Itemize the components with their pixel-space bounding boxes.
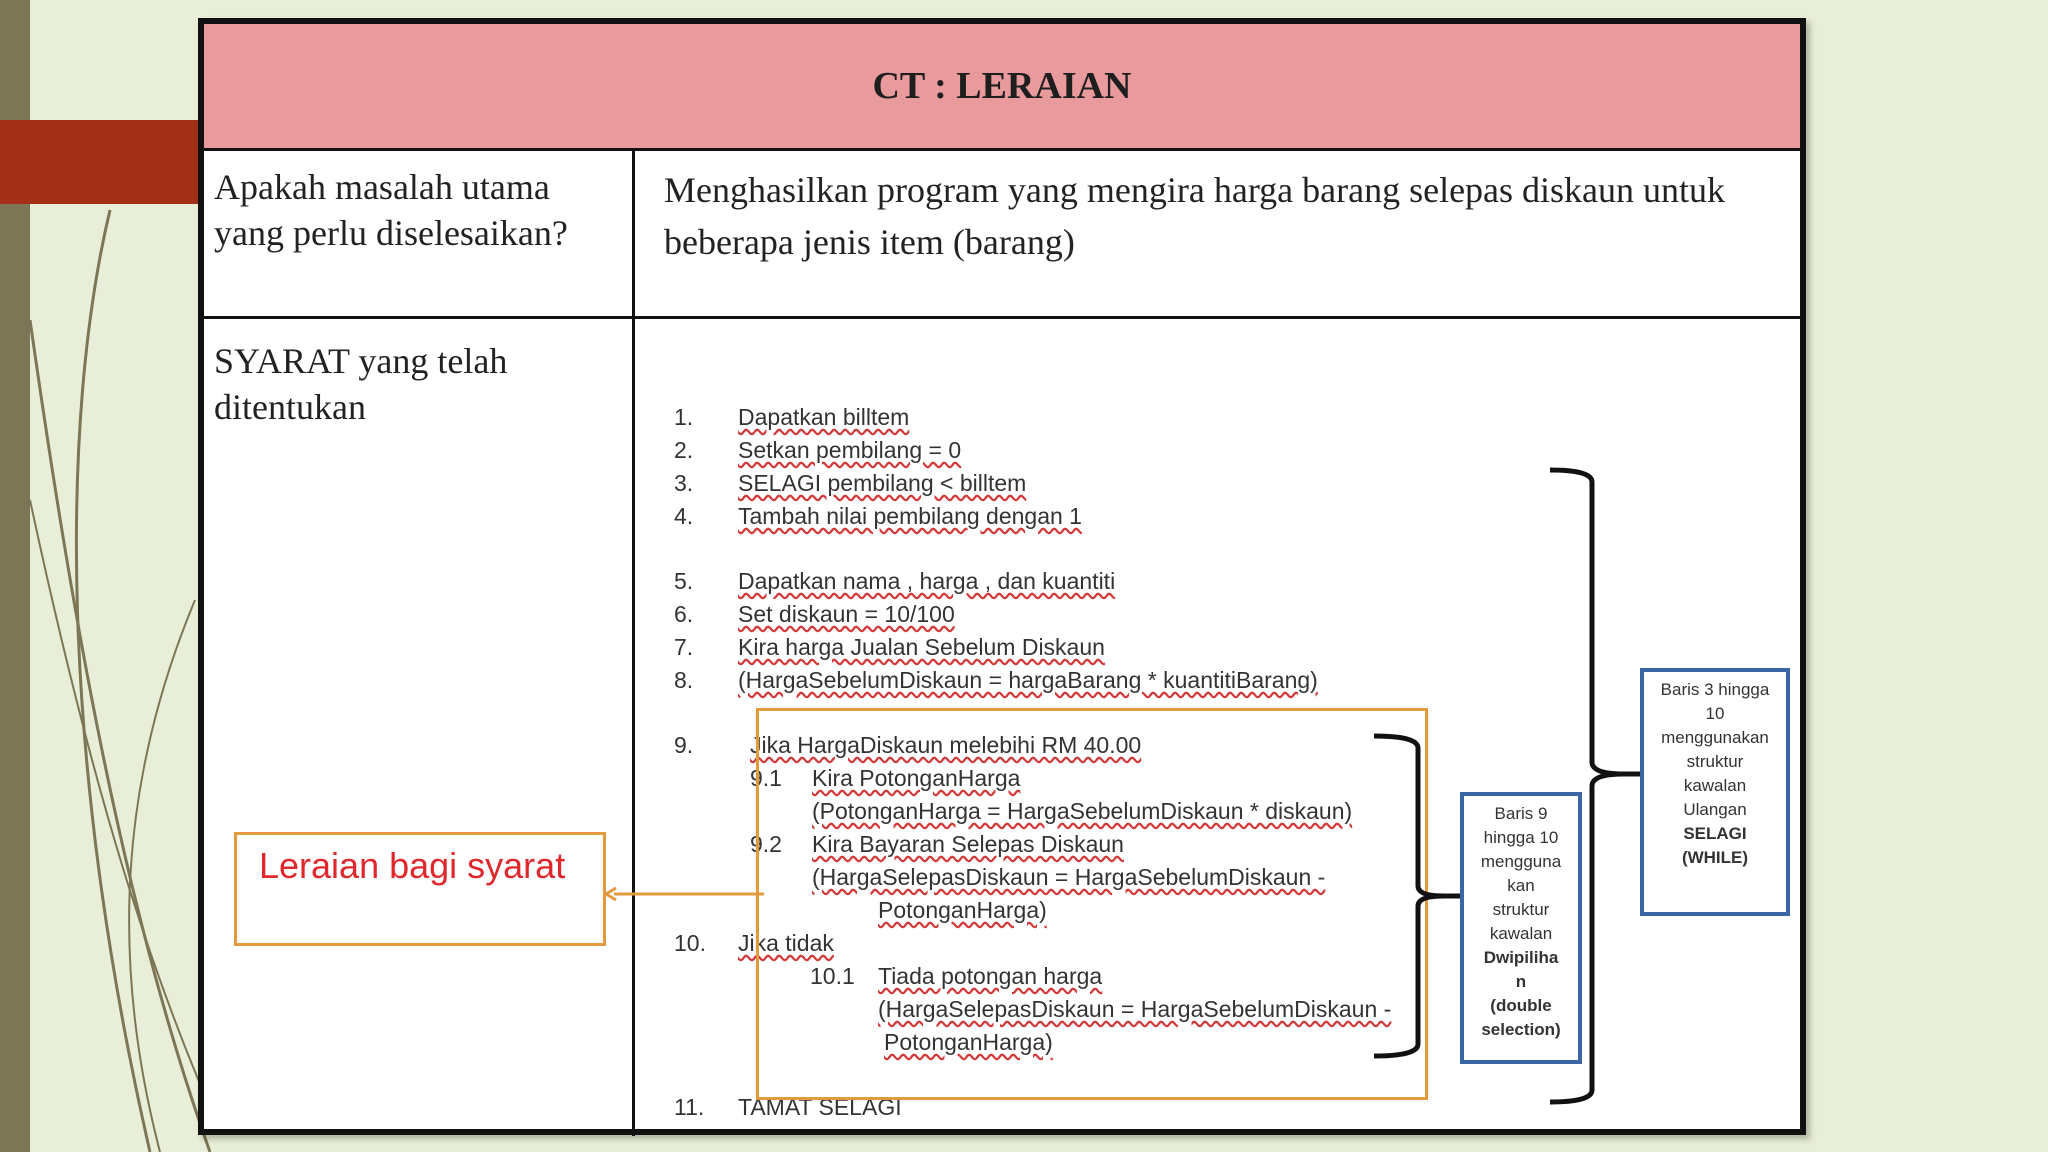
note-line: n xyxy=(1515,972,1527,991)
note-line: SELAGI xyxy=(1683,824,1747,843)
step-number: 3. xyxy=(674,470,694,496)
step-number: 11. xyxy=(674,1094,705,1120)
note-line: (WHILE) xyxy=(1681,848,1749,867)
step-text: Tambah nilai pembilang dengan 1 xyxy=(738,503,1082,529)
question-requirements: SYARAT yang telah ditentukan xyxy=(214,341,508,427)
step-text: (HargaSebelumDiskaun = hargaBarang * kuantitiBarang) xyxy=(738,667,1318,693)
note-line: kan xyxy=(1507,876,1535,895)
step-text: Tiada potongan harga xyxy=(878,963,1103,989)
step-text: Kira Bayaran Selepas Diskaun xyxy=(812,831,1124,857)
step-number: 9. xyxy=(674,732,694,758)
step-number: 6. xyxy=(674,601,694,627)
note-line: 10 xyxy=(1705,704,1725,723)
note-line: struktur xyxy=(1686,752,1744,771)
step-number: 2. xyxy=(674,437,694,463)
note-line: selection) xyxy=(1481,1020,1561,1039)
note-line: hingga 10 xyxy=(1483,828,1559,847)
callout-box xyxy=(234,832,606,946)
step-number: 7. xyxy=(674,634,694,660)
step-text: Jika tidak xyxy=(738,930,834,956)
accent-band xyxy=(0,120,203,204)
step-text: (HargaSelepasDiskaun = HargaSebelumDiskaun - xyxy=(812,864,1326,890)
step-number: 9.1 xyxy=(750,765,782,791)
step-text: Jika HargaDiskaun melebihi RM 40.00 xyxy=(750,732,1142,758)
note-line: Dwipiliha xyxy=(1483,948,1559,967)
step-number: 10.1 xyxy=(810,963,855,989)
note-line: (double xyxy=(1490,996,1552,1015)
note-line: kawalan xyxy=(1683,776,1747,795)
question-main-problem: Apakah masalah utama yang perlu diselesaikan? xyxy=(214,167,568,253)
note-line: menggunakan xyxy=(1661,728,1769,747)
step-text: PotonganHarga) xyxy=(878,897,1047,923)
step-text: SELAGI pembilang < billtem xyxy=(738,470,1027,496)
callout-label: Leraian bagi syarat xyxy=(259,845,566,886)
step-text: (PotonganHarga = HargaSebelumDiskaun * diskaun) xyxy=(812,798,1353,824)
step-text: Kira PotonganHarga xyxy=(812,765,1021,791)
step-text: Setkan pembilang = 0 xyxy=(738,437,962,463)
note-while-loop xyxy=(1640,668,1790,916)
step-number: 9.2 xyxy=(750,831,782,857)
leraian-table xyxy=(198,18,1806,1135)
note-line: Ulangan xyxy=(1683,800,1747,819)
step-number: 1. xyxy=(674,404,694,430)
step-text: Dapatkan nama , harga , dan kuantiti xyxy=(738,568,1116,594)
step-text: Kira harga Jualan Sebelum Diskaun xyxy=(738,634,1105,660)
answer-main-problem: Menghasilkan program yang mengira harga barang selepas diskaun untuk beberapa jenis item (barang) xyxy=(664,170,1726,262)
step-text: TAMAT SELAGI xyxy=(738,1094,902,1120)
note-line: Baris 9 xyxy=(1494,804,1548,823)
step-number: 5. xyxy=(674,568,694,594)
step-number: 4. xyxy=(674,503,694,529)
step-text: Set diskaun = 10/100 xyxy=(738,601,955,627)
step-text: (HargaSelepasDiskaun = HargaSebelumDiskaun - xyxy=(878,996,1392,1022)
header-title: CT : LERAIAN xyxy=(872,65,1132,107)
step-text: PotonganHarga) xyxy=(884,1029,1053,1055)
note-double-selection xyxy=(1460,792,1582,1064)
note-line: Baris 3 hingga xyxy=(1660,680,1770,699)
note-line: kawalan xyxy=(1489,924,1553,943)
note-line: struktur xyxy=(1492,900,1550,919)
step-number: 8. xyxy=(674,667,694,693)
note-line: mengguna xyxy=(1480,852,1562,871)
step-text: Dapatkan billtem xyxy=(738,404,910,430)
step-number: 10. xyxy=(674,930,706,956)
